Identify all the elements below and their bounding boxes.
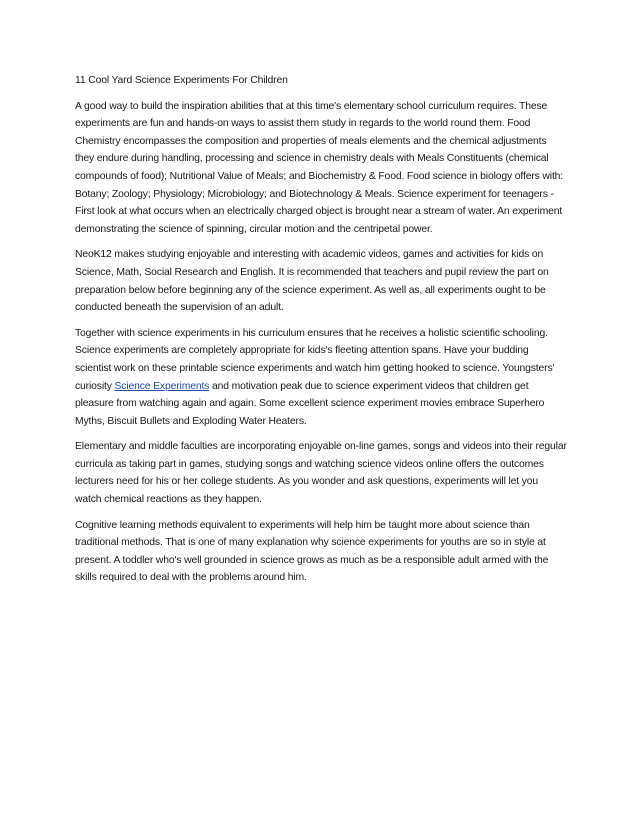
- document-page: [75, 72, 567, 595]
- document-title: 11 Cool Yard Science Experiments For Children: [75, 75, 288, 86]
- paragraph-3: [75, 325, 567, 431]
- science-experiments-link[interactable]: Science Experiments: [114, 380, 210, 392]
- paragraph-2: NeoK12 makes studying enjoyable and interesting with academic videos, games and activities for kids on Science, Math, Social Research and English. It is recommended that teachers and pupil review the part on preparation below before beginning any of the science experiment. As well as, all experiments ought to be conducted beneath the supervision of an adult.: [75, 249, 549, 314]
- paragraph-5: Cognitive learning methods equivalent to experiments will help him be taught more about science than traditional methods. That is one of many explanation why science experiments for youths are so in style at present. A toddler who's well grounded in science grows as much as be a responsible adult armed with the skills required to deal with the problems around him.: [75, 519, 549, 584]
- paragraph-1: A good way to build the inspiration abilities that at this time's elementary school curriculum requires. These experiments are fun and hands-on ways to assist them study in regards to the world round them. Food Chemistry encompasses the composition and properties of meals elements and the chemical adjustments they endure during handling, processing and science in chemistry deals with Meals Constituents (chemical compounds of food); Nutritional Value of Meals; and Biochemistry & Food. Food science in biology offers with: Botany; Zoology; Physiology; Microbiology; and Biotechnology & Meals. Science experiment for teenagers - First look at what occurs when an electrically charged object is brought near a stream of water. An experiment demonstrating the science of spinning, circular motion and the centripetal power.: [75, 100, 564, 235]
- paragraph-4: Elementary and middle faculties are incorporating enjoyable on-line games, songs and videos into their regular curricula as taking part in games, studying songs and watching science videos online offers the outcomes lecturers need for his or her college students. As you wonder and ask questions, experiments will let you watch chemical reactions as they happen.: [75, 441, 567, 506]
- paragraph-3-text-before: Together with science experiments in his curriculum ensures that he receives a holistic scientific schooling. Science experiments are completely appropriate for kids's fleeting attention spans. Have your budding scientist work on these printable science experiments and watch him getting hooked to science. Youngsters' curiosity: [75, 327, 555, 392]
- paragraph-3-text-after: and motivation peak due to science experiment videos that children get pleasure from watching again and again. Some excellent science experiment movies embrace Superhero Myths, Biscuit Bullets and Exploding Water Heaters.: [75, 380, 545, 427]
